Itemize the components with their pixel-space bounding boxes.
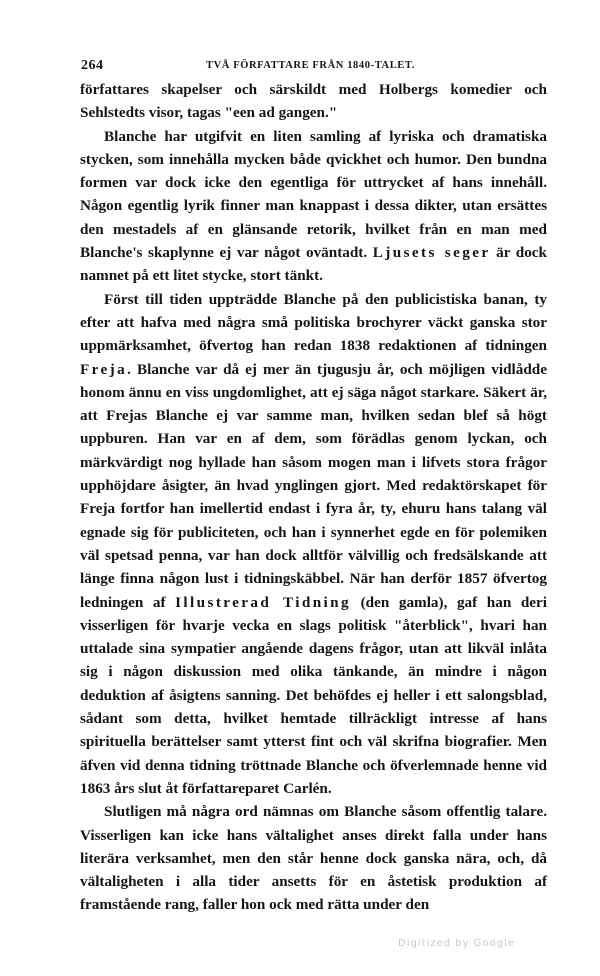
digitization-watermark: Digitized by Google xyxy=(398,938,515,949)
page-header xyxy=(80,56,547,78)
paragraph-4: Slutligen må några ord nämnas om Blanche såsom offentlig talare. Visserligen kan icke hans vältalighet anses direkt falla under hans literära verksamhet, men den står henne dock ganska nära, och, då vältaligheten i alla tider ansetts för en åstetisk produktion af framstående rang, faller hon ock med rätta under den xyxy=(80,803,547,914)
paragraph-2-text-a: Blanche har utgifvit en liten samling af lyriska och dramatiska stycken, som innehålla mycken både qvickhet och humor. Den bundna formen var dock icke den egentliga för uttrycket af hans innehåll. Någon egentlig lyrik finner man knappast i dessa dikter, utan ersättes den mestadels af en glänsande retorik, hvilket från en man med Blanche's skaplynne ej var något oväntadt. xyxy=(80,127,547,262)
spaced-title-freja: Freja xyxy=(80,360,128,378)
paragraph-3 xyxy=(80,288,547,801)
paragraph-2-text-b: är dock namnet på ett litet stycke, stort tänkt. xyxy=(80,244,547,285)
paragraph-3-text-a: Först till tiden uppträdde Blanche på den publicistiska banan, ty efter att hafva med några små politiska brochyrer väckt ganska stor uppmärksamhet, öfvertog han redan 1838 redaktionen af tidningen xyxy=(80,290,547,355)
book-page xyxy=(80,56,547,917)
paragraph-3-text-b: . Blanche var då ej mer än tjugusju år, och möjligen vidlådde honom ännu en viss ungdomlighet, att ej säga något starkare. Säkert är, att Frejas Blanche ej var samme man, hvilken sedan blef så högt uppburen. Han var en af dem, som förädlas genom lyckan, och märkvärdigt nog hyllade han såsom mogen man i lifvets stora frågor upphöjdare åsigter, än hvad ynglingen gjort. Med redaktörskapet för Freja fortfor han imellertid endast i fyra år, ty, ehuru hans talang väl egnade sig för publiciteten, och han i synnerhet egde en för polemiken väl spetsad penna, var han dock alltför välvillig och fredsälskande att länge finna någon lust i tidningskäbbel. När han derför 1857 öfvertog ledningen af xyxy=(80,360,547,611)
paragraph-2 xyxy=(80,125,547,288)
paragraph-1: författares skapelser och särskildt med Holbergs komedier och Sehlstedts visor, tagas "een ad gangen." xyxy=(80,81,547,122)
page-number: 264 xyxy=(81,58,104,73)
paragraph-3-text-c: (den gamla), gaf han deri visserligen för hvarje vecka en slags politisk "återblick", hvari han uttalade sina sympatier angående dagens frågor, utan att likväl inlåta sig i någon diskussion med olika tänkande, än mindre i någon deduktion af åsigtens sanning. Det behöfdes ej heller i ett salongsblad, sådant som detta, hvilket hemtade tillräckligt intresse af hans spirituella berättelser samt ytterst fint och väl skrifna biografier. Men äfven vid denna tidning tröttnade Blanche och öfverlemnade henne vid 1863 års slut åt författareparet Carlén. xyxy=(80,593,548,797)
body-text xyxy=(80,78,547,917)
spaced-title-ljusets-seger: Ljusets seger xyxy=(372,244,491,262)
spaced-title-illustrerad-tidning: Illustrerad Tidning xyxy=(175,593,352,611)
running-title: TVÅ FÖRFATTARE FRÅN 1840-TALET. xyxy=(206,60,415,71)
